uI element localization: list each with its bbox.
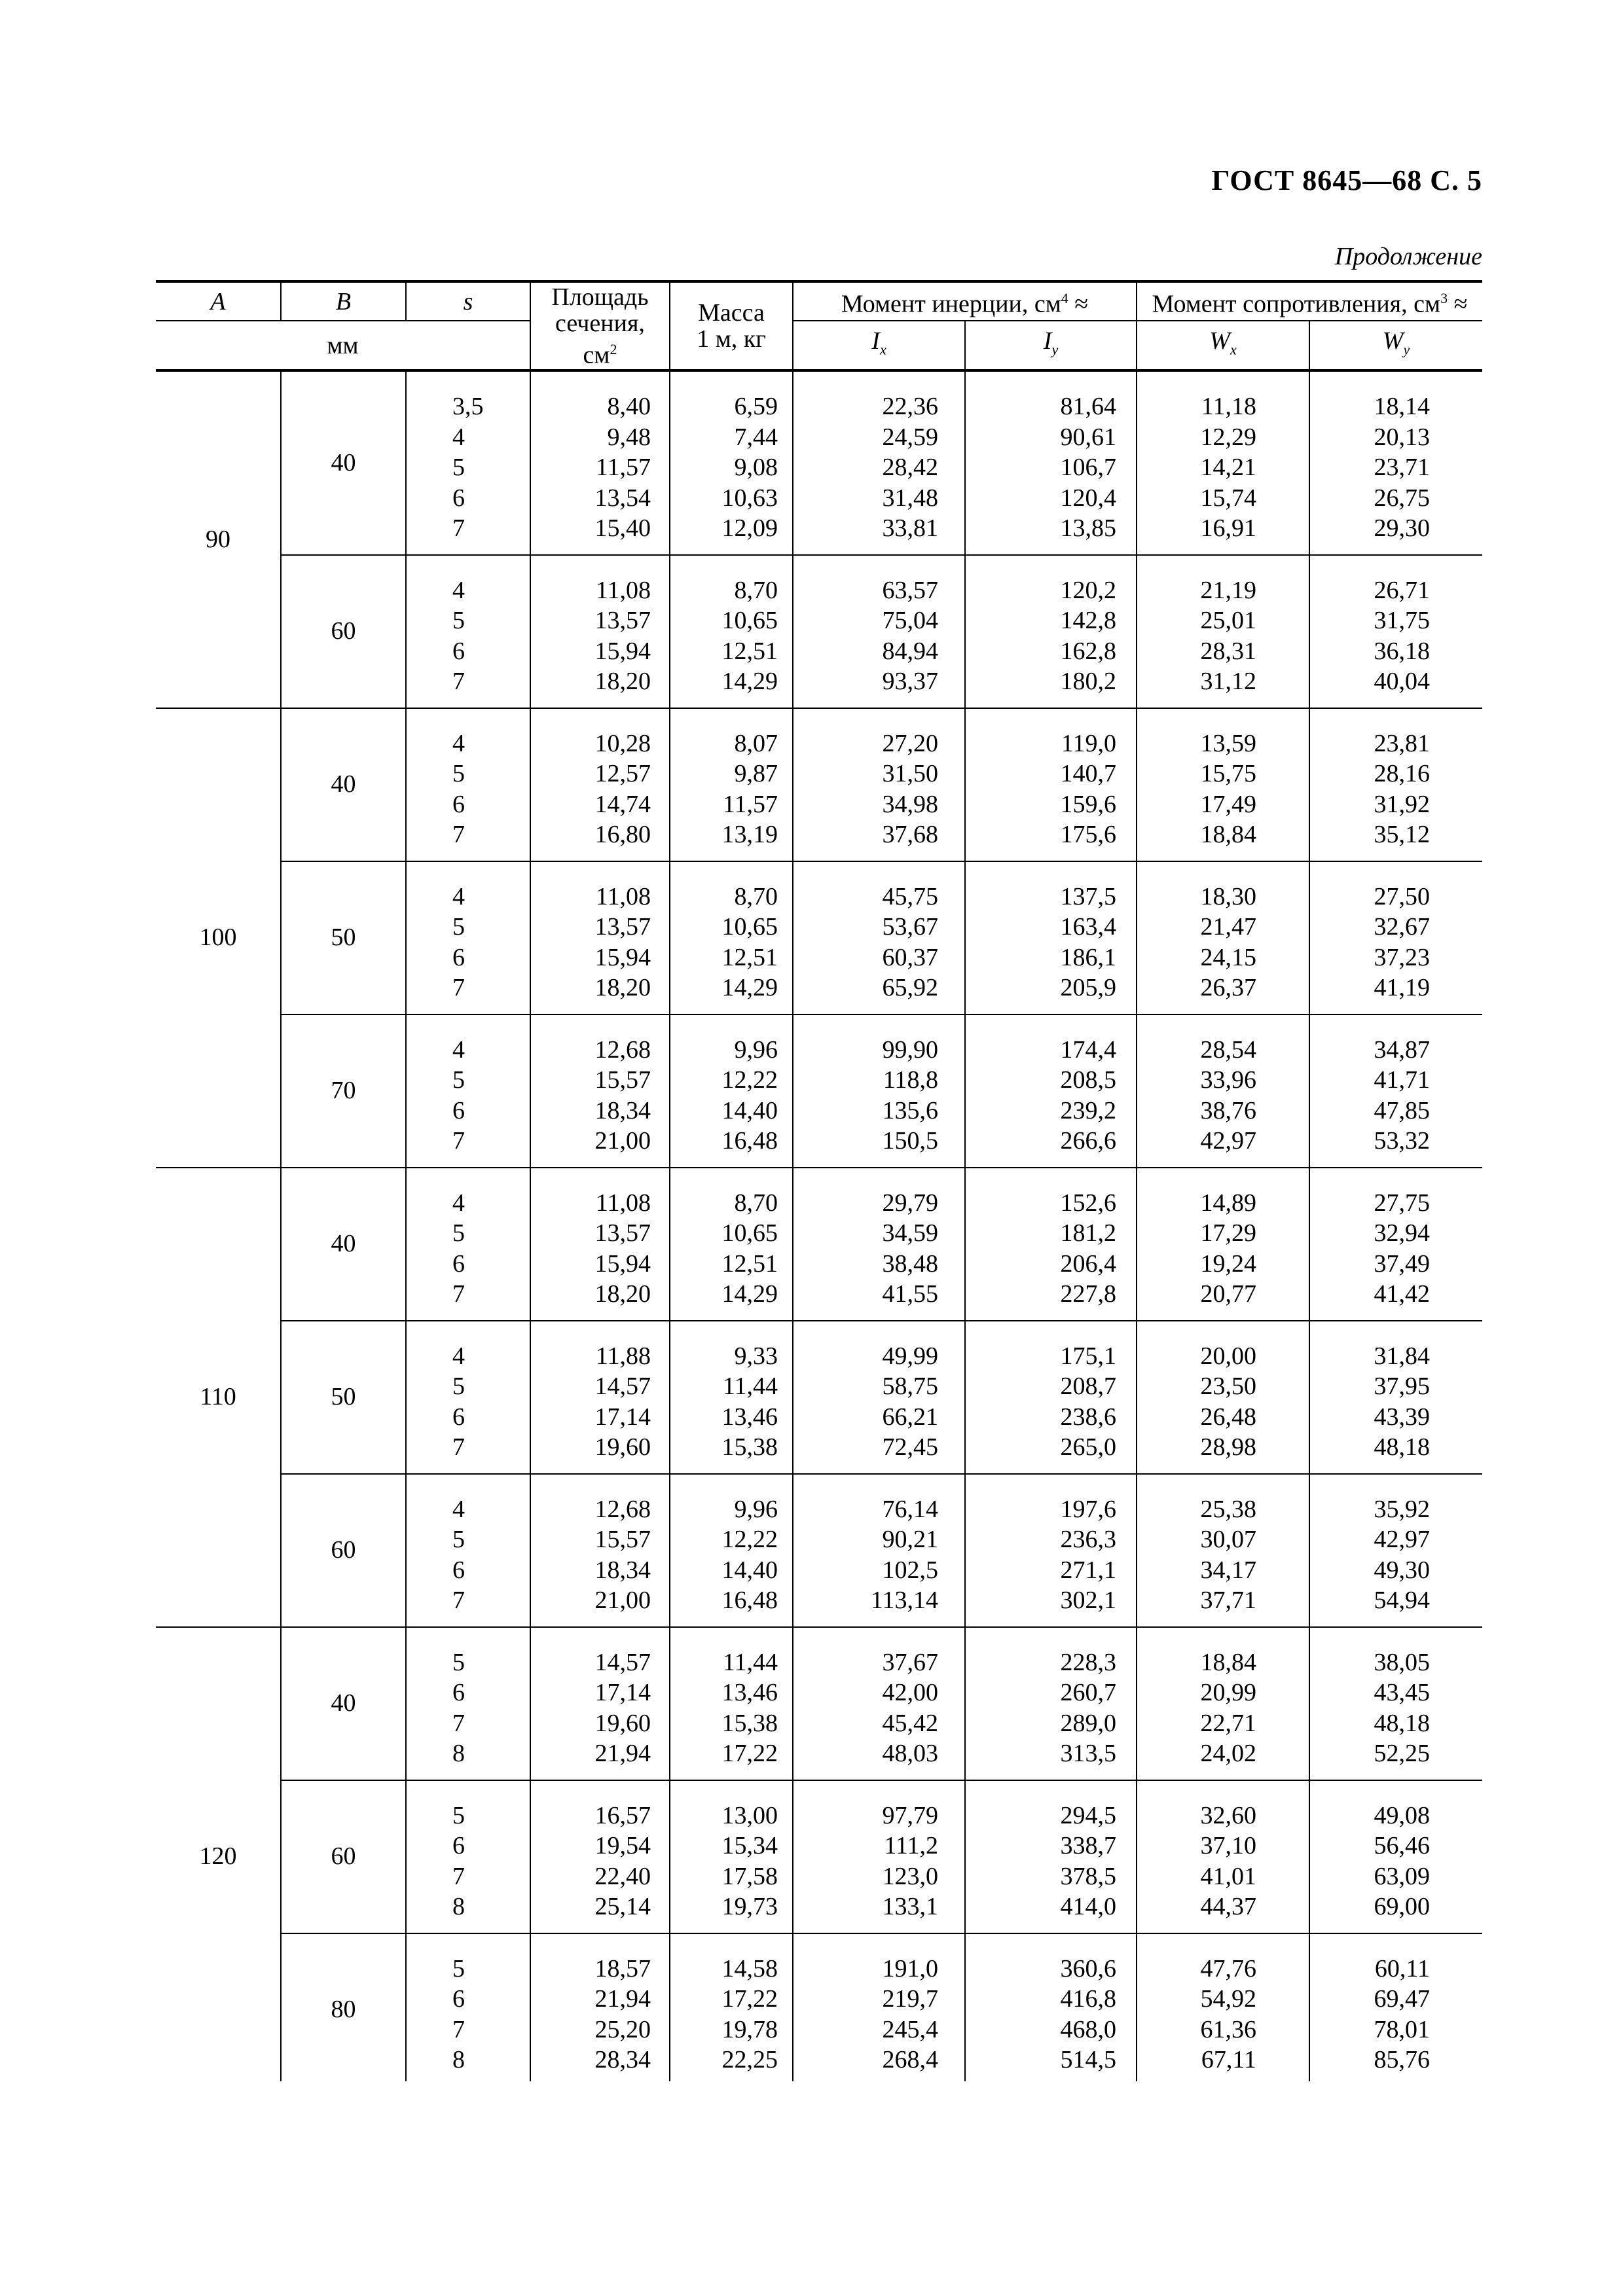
- cell-area: 10,28 12,57 14,74 16,80: [530, 708, 670, 861]
- cell-mass: 9,33 11,44 13,46 15,38: [670, 1321, 793, 1474]
- cell-Wx: 28,54 33,96 38,76 42,97: [1137, 1014, 1309, 1168]
- cell-Iy: 152,6 181,2 206,4 227,8: [965, 1168, 1137, 1321]
- cell-Wy: 23,81 28,16 31,92 35,12: [1309, 708, 1482, 861]
- cell-Ix: 191,0 219,7 245,4 268,4: [793, 1933, 965, 2082]
- cell-s: 4 5 6 7: [406, 1321, 530, 1474]
- col-header-inertia: [793, 281, 1137, 321]
- cell-Iy: 294,5 338,7 378,5 414,0: [965, 1780, 1137, 1933]
- cell-mass: 9,96 12,22 14,40 16,48: [670, 1474, 793, 1627]
- cell-Wy: 34,87 41,71 47,85 53,32: [1309, 1014, 1482, 1168]
- cell-A: 90: [156, 370, 281, 708]
- resistance-exponent: 3: [1440, 290, 1448, 307]
- cell-mass: 9,96 12,22 14,40 16,48: [670, 1014, 793, 1168]
- cell-Wx: 47,76 54,92 61,36 67,11: [1137, 1933, 1309, 2082]
- cell-area: 14,57 17,14 19,60 21,94: [530, 1627, 670, 1780]
- cell-A: 120: [156, 1627, 281, 2082]
- table-row: [156, 1933, 1482, 2082]
- cell-Iy: 197,6 236,3 271,1 302,1: [965, 1474, 1137, 1627]
- cell-mass: 6,59 7,44 9,08 10,63 12,09: [670, 370, 793, 555]
- table-row: [156, 370, 1482, 555]
- cell-A: 110: [156, 1168, 281, 1627]
- cell-Ix: 37,67 42,00 45,42 48,03: [793, 1627, 965, 1780]
- cell-Wx: 13,59 15,75 17,49 18,84: [1137, 708, 1309, 861]
- cell-Iy: 174,4 208,5 239,2 266,6: [965, 1014, 1137, 1168]
- table-row: [156, 861, 1482, 1014]
- cell-Ix: 29,79 34,59 38,48 41,55: [793, 1168, 965, 1321]
- cell-area: 11,08 13,57 15,94 18,20: [530, 1168, 670, 1321]
- cell-mass: 8,70 10,65 12,51 14,29: [670, 861, 793, 1014]
- col-header-Iy: [965, 321, 1137, 370]
- table-row: [156, 1627, 1482, 1780]
- col-header-Wy: [1309, 321, 1482, 370]
- Iy-symbol: I: [1043, 327, 1052, 355]
- Wy-symbol: W: [1382, 327, 1404, 355]
- table-row: [156, 1780, 1482, 1933]
- cell-Ix: 76,14 90,21 102,5 113,14: [793, 1474, 965, 1627]
- Ix-subscript: x: [879, 341, 886, 358]
- cell-Iy: 228,3 260,7 289,0 313,5: [965, 1627, 1137, 1780]
- cell-Wx: 18,30 21,47 24,15 26,37: [1137, 861, 1309, 1014]
- col-header-Ix: [793, 321, 965, 370]
- table-row: [156, 1014, 1482, 1168]
- cell-Wx: 18,84 20,99 22,71 24,02: [1137, 1627, 1309, 1780]
- cell-Ix: 63,57 75,04 84,94 93,37: [793, 555, 965, 708]
- resistance-approx: ≈: [1448, 290, 1468, 318]
- cell-s: 3,5 4 5 6 7: [406, 370, 530, 555]
- cell-Iy: 175,1 208,7 238,6 265,0: [965, 1321, 1137, 1474]
- cell-Wy: 27,50 32,67 37,23 41,19: [1309, 861, 1482, 1014]
- cell-Wy: 26,71 31,75 36,18 40,04: [1309, 555, 1482, 708]
- Iy-subscript: y: [1051, 341, 1059, 358]
- cell-Wy: 38,05 43,45 48,18 52,25: [1309, 1627, 1482, 1780]
- table-row: [156, 1168, 1482, 1321]
- cell-s: 5 6 7 8: [406, 1933, 530, 2082]
- cell-Iy: 137,5 163,4 186,1 205,9: [965, 861, 1137, 1014]
- continuation-label: Продолжение: [1334, 243, 1482, 270]
- cell-s: 5 6 7 8: [406, 1780, 530, 1933]
- cell-Ix: 49,99 58,75 66,21 72,45: [793, 1321, 965, 1474]
- table-row: [156, 1321, 1482, 1474]
- cell-B: 60: [281, 1780, 406, 1933]
- cell-Iy: 360,6 416,8 468,0 514,5: [965, 1933, 1137, 2082]
- cell-A: 100: [156, 708, 281, 1168]
- cell-area: 12,68 15,57 18,34 21,00: [530, 1474, 670, 1627]
- cell-Wx: 21,19 25,01 28,31 31,12: [1137, 555, 1309, 708]
- cell-Wy: 49,08 56,46 63,09 69,00: [1309, 1780, 1482, 1933]
- Wx-subscript: x: [1230, 341, 1237, 358]
- cell-s: 4 5 6 7: [406, 555, 530, 708]
- cell-area: 16,57 19,54 22,40 25,14: [530, 1780, 670, 1933]
- cell-Ix: 99,90 118,8 135,6 150,5: [793, 1014, 965, 1168]
- cell-Iy: 119,0 140,7 159,6 175,6: [965, 708, 1137, 861]
- cell-mass: 8,07 9,87 11,57 13,19: [670, 708, 793, 861]
- inertia-approx: ≈: [1068, 290, 1089, 318]
- mass-label-line1: Масса: [698, 299, 765, 327]
- cell-B: 40: [281, 1627, 406, 1780]
- cell-Wx: 20,00 23,50 26,48 28,98: [1137, 1321, 1309, 1474]
- unit-mm: мм: [156, 321, 530, 370]
- col-header-mass: [670, 281, 793, 370]
- cell-B: 60: [281, 1474, 406, 1627]
- cell-B: 40: [281, 1168, 406, 1321]
- cell-Wy: 27,75 32,94 37,49 41,42: [1309, 1168, 1482, 1321]
- cell-Iy: 81,64 90,61 106,7 120,4 13,85: [965, 370, 1137, 555]
- cell-mass: 11,44 13,46 15,38 17,22: [670, 1627, 793, 1780]
- area-label-unit: см: [583, 341, 610, 369]
- cell-Wx: 11,18 12,29 14,21 15,74 16,91: [1137, 370, 1309, 555]
- Wx-symbol: W: [1209, 327, 1230, 355]
- cell-area: 12,68 15,57 18,34 21,00: [530, 1014, 670, 1168]
- col-header-Wx: [1137, 321, 1309, 370]
- cell-B: 60: [281, 555, 406, 708]
- cell-Ix: 45,75 53,67 60,37 65,92: [793, 861, 965, 1014]
- cell-B: 50: [281, 1321, 406, 1474]
- cell-Ix: 27,20 31,50 34,98 37,68: [793, 708, 965, 861]
- col-header-resistance: [1137, 281, 1482, 321]
- cell-area: 8,40 9,48 11,57 13,54 15,40: [530, 370, 670, 555]
- cell-B: 50: [281, 861, 406, 1014]
- cell-area: 11,08 13,57 15,94 18,20: [530, 555, 670, 708]
- cell-Iy: 120,2 142,8 162,8 180,2: [965, 555, 1137, 708]
- cell-s: 4 5 6 7: [406, 1168, 530, 1321]
- table-container: [156, 280, 1482, 2081]
- Ix-symbol: I: [871, 327, 880, 355]
- mass-label-line2: 1 м, кг: [697, 325, 766, 353]
- cell-Wx: 25,38 30,07 34,17 37,71: [1137, 1474, 1309, 1627]
- col-header-area: [530, 281, 670, 370]
- resistance-label: Момент сопротивления, см: [1152, 290, 1441, 318]
- col-header-B: B: [281, 281, 406, 321]
- table-row: [156, 708, 1482, 861]
- col-header-A: A: [156, 281, 281, 321]
- cell-s: 5 6 7 8: [406, 1627, 530, 1780]
- cell-mass: 13,00 15,34 17,58 19,73: [670, 1780, 793, 1933]
- cell-s: 4 5 6 7: [406, 1014, 530, 1168]
- inertia-label: Момент инерции, см: [841, 290, 1061, 318]
- cell-mass: 8,70 10,65 12,51 14,29: [670, 555, 793, 708]
- inertia-exponent: 4: [1061, 290, 1068, 307]
- sections-table: [156, 280, 1482, 2081]
- cell-Wy: 35,92 42,97 49,30 54,94: [1309, 1474, 1482, 1627]
- cell-area: 11,88 14,57 17,14 19,60: [530, 1321, 670, 1474]
- cell-mass: 14,58 17,22 19,78 22,25: [670, 1933, 793, 2082]
- Wy-subscript: y: [1403, 341, 1410, 358]
- cell-Wx: 32,60 37,10 41,01 44,37: [1137, 1780, 1309, 1933]
- cell-s: 4 5 6 7: [406, 1474, 530, 1627]
- page-header: ГОСТ 8645—68 С. 5: [1211, 164, 1482, 196]
- cell-s: 4 5 6 7: [406, 861, 530, 1014]
- area-label-line1: Площадь: [551, 283, 649, 311]
- cell-mass: 8,70 10,65 12,51 14,29: [670, 1168, 793, 1321]
- cell-area: 11,08 13,57 15,94 18,20: [530, 861, 670, 1014]
- cell-Wy: 18,14 20,13 23,71 26,75 29,30: [1309, 370, 1482, 555]
- cell-area: 18,57 21,94 25,20 28,34: [530, 1933, 670, 2082]
- area-label-line2: сечения,: [555, 309, 645, 337]
- table-row: [156, 1474, 1482, 1627]
- cell-B: 40: [281, 370, 406, 555]
- table-row: [156, 555, 1482, 708]
- cell-B: 70: [281, 1014, 406, 1168]
- cell-s: 4 5 6 7: [406, 708, 530, 861]
- cell-B: 40: [281, 708, 406, 861]
- area-unit-exponent: 2: [610, 340, 617, 357]
- cell-Wy: 31,84 37,95 43,39 48,18: [1309, 1321, 1482, 1474]
- cell-Wy: 60,11 69,47 78,01 85,76: [1374, 1954, 1431, 2073]
- cell-Ix: 22,36 24,59 28,42 31,48 33,81: [793, 370, 965, 555]
- cell-Wx: 14,89 17,29 19,24 20,77: [1137, 1168, 1309, 1321]
- cell-Ix: 97,79 111,2 123,0 133,1: [793, 1780, 965, 1933]
- col-header-s: s: [406, 281, 530, 321]
- cell-B: 80: [281, 1933, 406, 2082]
